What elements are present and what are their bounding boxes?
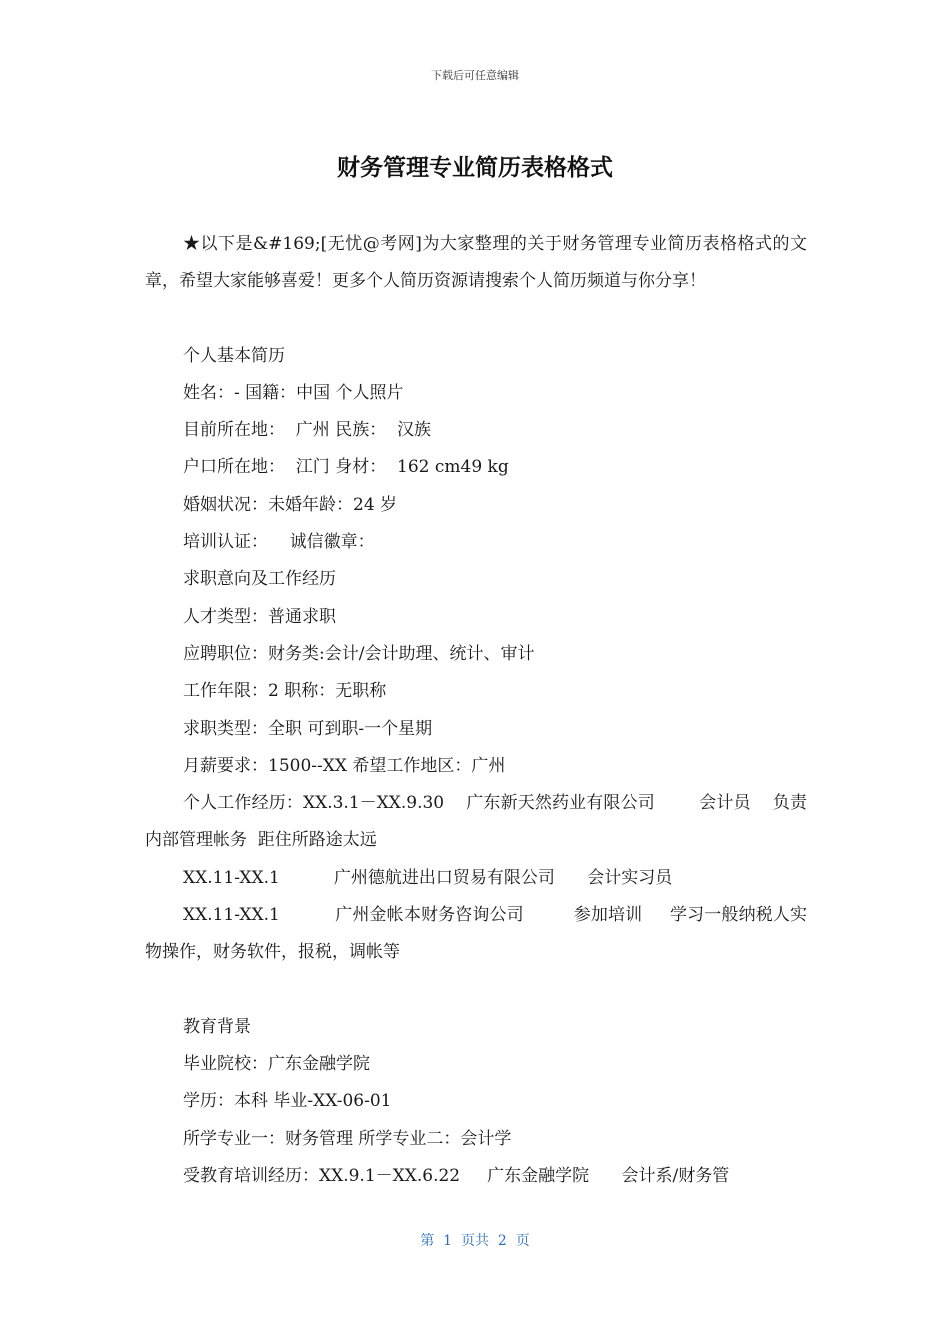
line-degree: 学历：本科 毕业-XX-06-01 (183, 1091, 392, 1112)
line-marital-status: 婚姻状况：未婚年龄：24 岁 (183, 494, 398, 515)
page-number-footer: 第 1 页共 2 页 (420, 1233, 530, 1249)
intro-paragraph: ★以下是&#169;[无忧@考网]为大家整理的关于财务管理专业简历表格格式的文章，希望大家能够喜爱！更多个人简历资源请搜索个人简历频道与你分享！ (145, 234, 807, 292)
line-work-experience-3: XX.11-XX.1 广州金帐本财务咨询公司 参加培训 学习一般纳税人实物操作，财务软件，报税，调帐等 (145, 905, 807, 963)
line-work-experience-1: 个人工作经历：XX.3.1－XX.9.30 广东新天然药业有限公司 会计员 负责内部管理帐务 距住所路途太远 (145, 793, 807, 851)
line-job-type: 求职类型：全职 可到职-一个星期 (183, 718, 433, 739)
section-heading-basic-info: 个人基本简历 (183, 345, 285, 366)
line-position: 应聘职位：财务类:会计/会计助理、统计、审计 (183, 643, 535, 664)
line-work-years: 工作年限：2 职称：无职称 (183, 681, 387, 702)
line-major: 所学专业一：财务管理 所学专业二：会计学 (183, 1128, 512, 1149)
line-salary: 月薪要求：1500--XX 希望工作地区：广州 (183, 755, 506, 776)
line-name-nationality: 姓名：- 国籍：中国 个人照片 (183, 382, 404, 403)
paragraph-gap (145, 972, 807, 1009)
header-note: 下载后可任意编辑 (431, 69, 519, 82)
line-school: 毕业院校：广东金融学院 (183, 1053, 370, 1074)
section-heading-job-intent: 求职意向及工作经历 (183, 569, 336, 590)
line-hukou-location: 户口所在地： 江门 身材： 162 cm49 kg (183, 457, 509, 478)
line-education-experience: 受教育培训经历：XX.9.1－XX.6.22 广东金融学院 会计系/财务管 (183, 1165, 730, 1186)
line-certification: 培训认证： 诚信徽章： (183, 532, 375, 553)
document-title: 财务管理专业简历表格格式 (337, 155, 613, 181)
line-talent-type: 人才类型：普通求职 (183, 606, 336, 627)
section-heading-education: 教育背景 (183, 1016, 251, 1037)
document-body (145, 226, 807, 1195)
line-current-location: 目前所在地： 广州 民族： 汉族 (183, 420, 432, 441)
line-work-experience-2: XX.11-XX.1 广州德航进出口贸易有限公司 会计实习员 (183, 867, 673, 888)
